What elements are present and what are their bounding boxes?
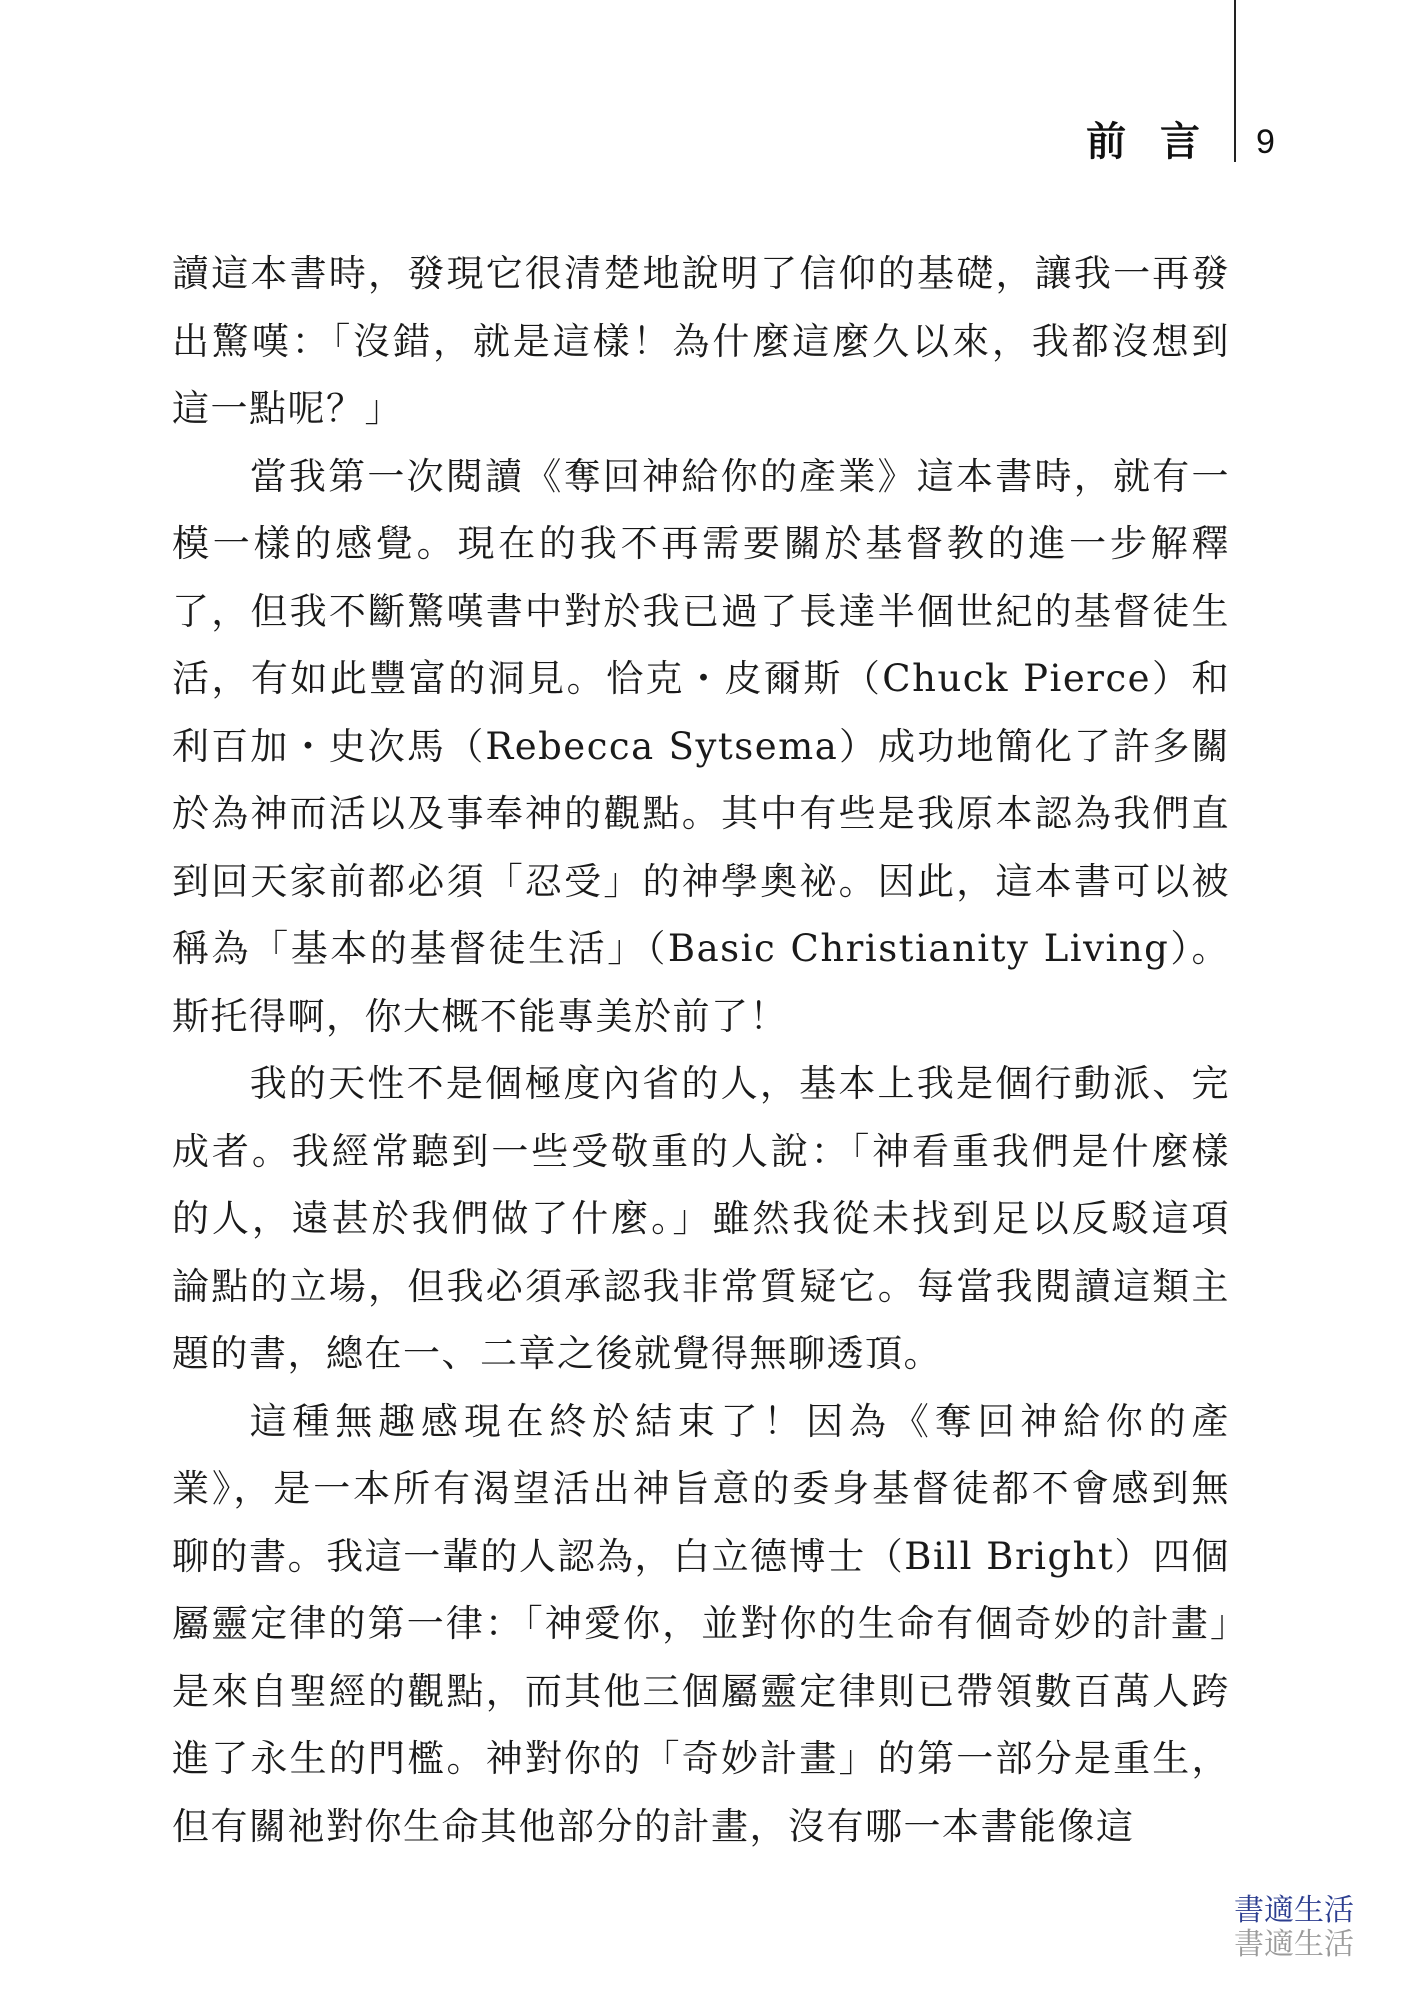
- paragraph-3: 我的天性不是個極度內省的人，基本上我是個行動派、完成者。我經常聽到一些受敬重的人說：「神看重我們是什麼樣的人，遠甚於我們做了什麼。」雖然我從未找到足以反駁這項論點的立場，但我必須承認我非常質疑它。每當我閱讀這類主題的書，總在一、二章之後就覺得無聊透頂。: [172, 1062, 1230, 1375]
- chapter-title: 前 言: [1086, 119, 1210, 165]
- paragraph-1: 讀這本書時，發現它很清楚地說明了信仰的基礎，讓我一再發出驚嘆：「沒錯，就是這樣！為什麼這麼久以來，我都沒想到這一點呢？」: [172, 252, 1230, 430]
- body-text: [172, 240, 1230, 1860]
- publisher-watermark: [1234, 1894, 1354, 1962]
- watermark-line-1: 書適生活: [1234, 1893, 1354, 1928]
- page-number: 9: [1256, 123, 1275, 161]
- header-divider-line: [1234, 0, 1236, 162]
- paragraph-2: 當我第一次閱讀《奪回神給你的產業》這本書時，就有一模一樣的感覺。現在的我不再需要關於基督教的進一步解釋了，但我不斷驚嘆書中對於我已過了長達半個世紀的基督徒生活，有如此豐富的洞見。恰克・皮爾斯（Chuck Pierce）和利百加・史次馬（Rebecca Sytsema）成功地簡化了許多關於為神而活以及事奉神的觀點。其中有些是我原本認為我們直到回天家前都必須「忍受」的神學奧祕。因此，這本書可以被稱為「基本的基督徒生活」（Basic Christianity Living）。斯托得啊，你大概不能專美於前了！: [172, 454, 1230, 1038]
- watermark-line-2: 書適生活: [1234, 1927, 1354, 1962]
- paragraph-4: 這種無趣感現在終於結束了！因為《奪回神給你的產業》，是一本所有渴望活出神旨意的委身基督徒都不會感到無聊的書。我這一輩的人認為，白立德博士（Bill Bright）四個屬靈定律的第一律：「神愛你，並對你的生命有個奇妙的計畫」是來自聖經的觀點，而其他三個屬靈定律則已帶領數百萬人跨進了永生的門檻。神對你的「奇妙計畫」的第一部分是重生，但有關祂對你生命其他部分的計畫，沒有哪一本書能像這: [172, 1399, 1230, 1848]
